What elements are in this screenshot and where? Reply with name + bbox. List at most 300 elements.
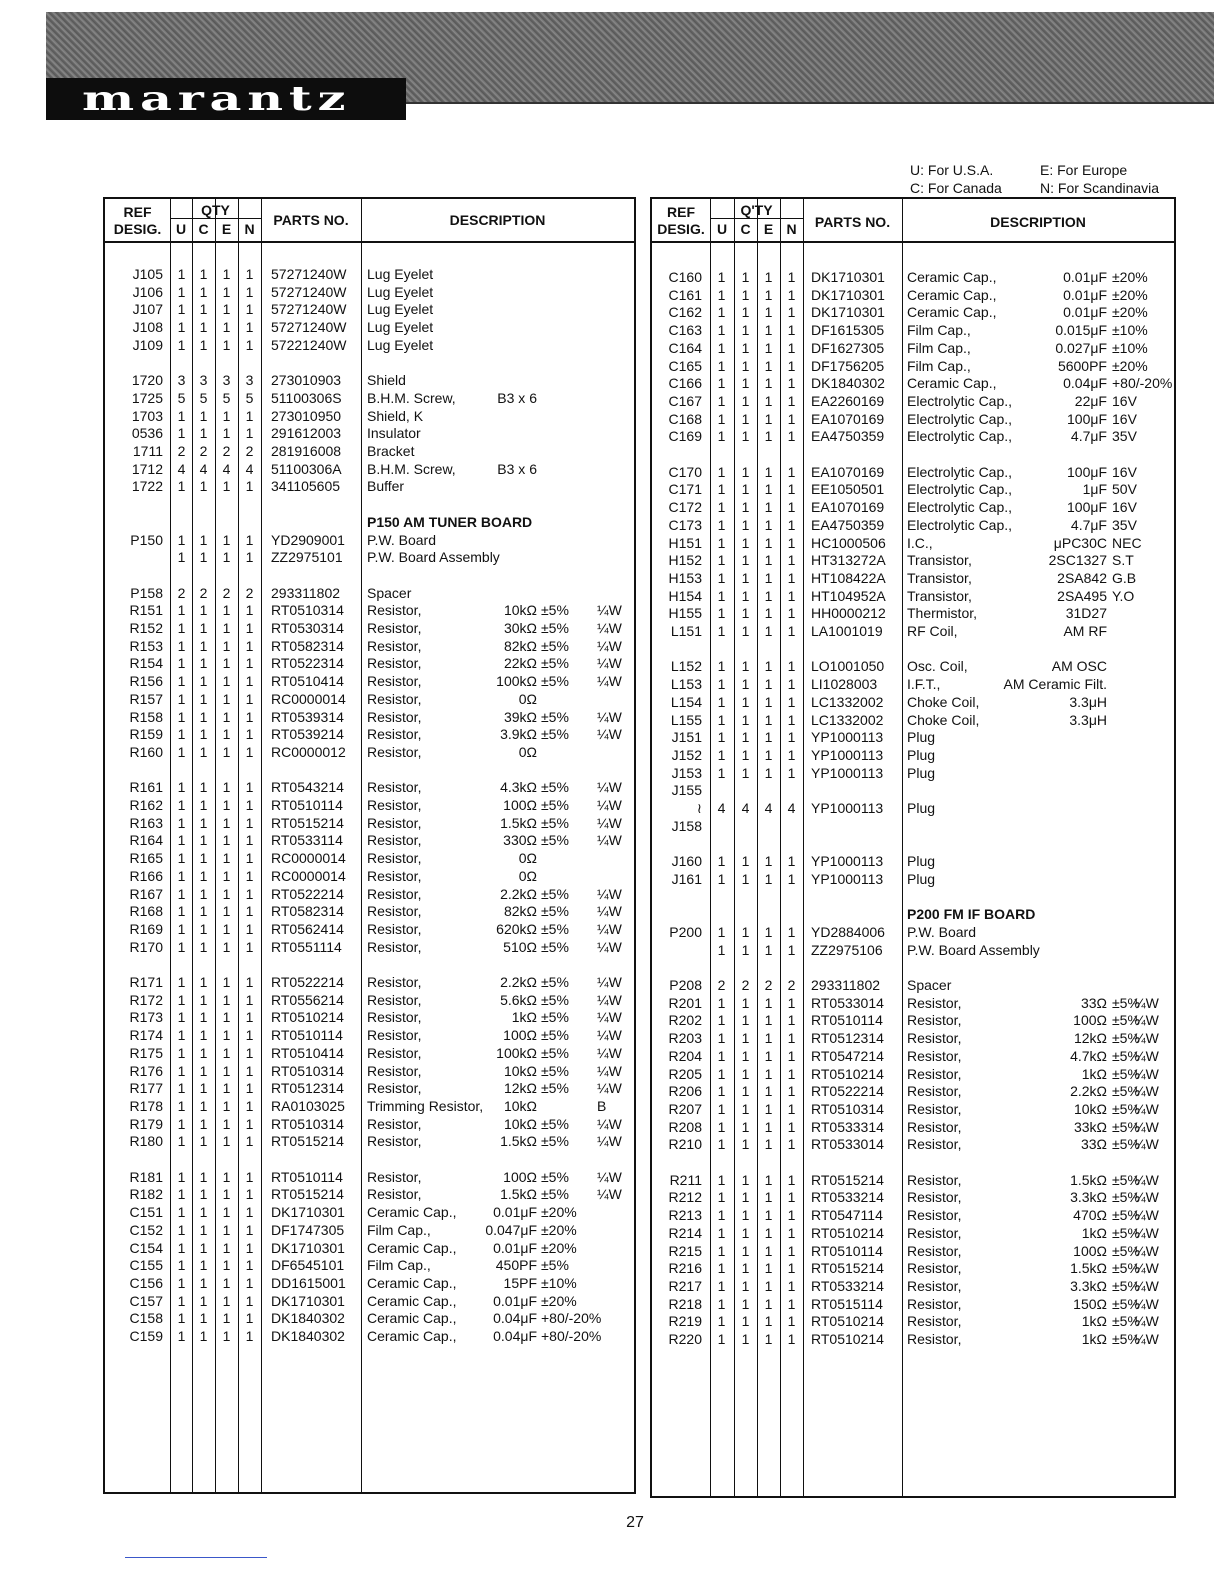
tolerance-cell: ±10%	[1112, 322, 1148, 339]
part-number-cell: EA4750359	[811, 516, 885, 533]
qty-e-cell: 1	[764, 1030, 773, 1047]
rating-cell: ¼W	[1134, 1171, 1159, 1188]
qty-n-cell: 1	[245, 266, 254, 282]
qty-e-cell: 1	[222, 690, 231, 707]
qty-e-cell: 1	[764, 1277, 773, 1294]
tolerance-cell: ±5%	[541, 1186, 569, 1203]
qty-u-cell: 3	[177, 372, 186, 389]
part-number-cell: 341105605	[271, 478, 341, 495]
description-cell: Plug	[907, 800, 936, 816]
qty-u-cell: 1	[177, 1310, 186, 1327]
desig-header: DESIG.	[113, 221, 162, 237]
description-cell: Ceramic Cap.,	[367, 1310, 457, 1327]
ref-cell: R213	[668, 1207, 702, 1224]
value-cell: 12kΩ	[503, 1080, 537, 1097]
ref-cell: R173	[129, 1009, 163, 1026]
ref-cell: R157	[129, 690, 163, 707]
ref-cell: C163	[668, 322, 702, 339]
qty-e-cell: 1	[764, 729, 773, 746]
description-cell: Resistor,	[907, 1189, 962, 1206]
qty-u-cell: 4	[717, 800, 726, 816]
qty-u-cell: 1	[177, 602, 186, 619]
value-cell: 100Ω	[503, 1168, 537, 1185]
parts-table-left	[103, 197, 636, 1494]
part-number-cell: RT0522214	[811, 1083, 884, 1100]
qty-c-header: C	[198, 221, 209, 237]
qty-u-cell: 1	[177, 779, 186, 796]
tolerance-cell: ±5%	[541, 1115, 569, 1132]
description-cell: P.W. Board Assembly	[907, 941, 1040, 958]
tolerance-cell: ±5%	[1112, 1136, 1140, 1153]
tolerance-cell: 16V	[1112, 499, 1137, 516]
part-number-cell: YP1000113	[811, 729, 884, 746]
value-cell: 470Ω	[1073, 1207, 1107, 1224]
qty-n-cell: 1	[787, 1136, 796, 1153]
qty-c-cell: 4	[199, 460, 208, 477]
qty-e-cell: 1	[764, 1189, 773, 1206]
description-cell: Resistor,	[907, 1331, 962, 1347]
qty-c-cell: 1	[199, 1115, 208, 1132]
rating-cell: ¼W	[1134, 1065, 1159, 1082]
qty-u-cell: 1	[717, 1277, 726, 1294]
section-heading: P200 FM IF BOARD	[907, 906, 1036, 923]
description-cell: Resistor,	[367, 1080, 422, 1097]
qty-e-cell: 1	[764, 1295, 773, 1312]
qty-c-cell: 1	[741, 1242, 750, 1259]
qty-e-cell: 1	[764, 286, 773, 303]
value-cell: 0.01μF	[1063, 269, 1107, 285]
qty-e-cell: 1	[222, 974, 231, 990]
qty-c-cell: 1	[199, 1292, 208, 1309]
part-number-cell: EA1070169	[811, 499, 885, 516]
part-number-cell: RT0533214	[811, 1189, 884, 1206]
qty-e-cell: 1	[764, 623, 773, 639]
value-cell: 33kΩ	[1073, 1118, 1107, 1135]
qty-u-cell: 1	[177, 266, 186, 282]
part-number-cell: RT0562414	[271, 920, 344, 937]
qty-u-cell: 1	[717, 605, 726, 622]
value-cell: B3 x 6	[497, 389, 537, 406]
description-cell: Plug	[907, 764, 936, 781]
qty-e-cell: 1	[764, 410, 773, 427]
rating-cell: ¼W	[597, 673, 622, 690]
qty-e-cell: 1	[764, 463, 773, 480]
qty-u-cell: 1	[177, 690, 186, 707]
part-number-cell: RT0515214	[271, 1186, 344, 1203]
qty-n-cell: 1	[245, 1009, 254, 1026]
qty-e-cell: 1	[222, 1221, 231, 1238]
qty-c-cell: 1	[199, 1133, 208, 1150]
description-cell: Lug Eyelet	[367, 319, 434, 336]
value-cell: 0Ω	[518, 743, 537, 760]
legend-scandinavia: N: For Scandinavia	[1040, 180, 1160, 196]
tolerance-cell: NEC	[1112, 534, 1142, 551]
part-number-cell: ZZ2975101	[271, 549, 343, 566]
tolerance-cell: ±5%	[1112, 1260, 1140, 1277]
description-cell: Resistor,	[367, 1115, 422, 1132]
qty-n-cell: 1	[787, 1295, 796, 1312]
ref-cell: P158	[130, 584, 163, 601]
qty-n-cell: 1	[245, 319, 254, 336]
qty-n-cell: 1	[787, 1012, 796, 1029]
tolerance-cell: ±5%	[541, 779, 569, 796]
description-cell: Insulator	[367, 425, 421, 442]
ref-cell: R214	[668, 1224, 702, 1241]
ref-cell: R180	[129, 1133, 163, 1150]
qty-c-cell: 1	[741, 269, 750, 285]
qty-c-cell: 1	[741, 534, 750, 551]
qty-e-cell: 5	[222, 389, 231, 406]
rating-cell: ¼W	[597, 602, 622, 619]
qty-e-cell: 1	[222, 531, 231, 548]
qty-u-cell: 1	[177, 637, 186, 654]
tolerance-cell: ±10%	[541, 1274, 577, 1291]
qty-e-cell: 1	[222, 1310, 231, 1327]
qty-e-cell: 1	[222, 726, 231, 743]
qty-c-cell: 1	[199, 708, 208, 725]
ref-cell: R219	[668, 1313, 702, 1330]
tolerance-cell: ±5%	[541, 832, 569, 849]
part-number-cell: RT0547214	[811, 1047, 884, 1064]
description-cell: Film Cap.,	[907, 322, 971, 339]
qty-c-cell: 1	[199, 779, 208, 796]
qty-u-cell: 1	[717, 693, 726, 710]
qty-u-header: U	[175, 221, 187, 237]
tolerance-cell: ±20%	[1112, 357, 1148, 374]
tolerance-cell: ±5%	[541, 726, 569, 743]
qty-n-cell: 1	[787, 623, 796, 639]
qty-n-cell: 1	[787, 569, 796, 586]
tolerance-cell: ±5%	[541, 673, 569, 690]
value-cell: 2SA842	[1057, 569, 1107, 586]
qty-e-cell: 1	[222, 283, 231, 300]
qty-e-cell: 1	[222, 407, 231, 424]
qty-u-cell: 1	[177, 1239, 186, 1256]
qty-e-cell: 1	[222, 1133, 231, 1150]
description-cell: Resistor,	[367, 1009, 422, 1026]
value-cell: 5.6kΩ	[500, 991, 537, 1008]
qty-n-cell: 4	[245, 460, 254, 477]
qty-u-cell: 1	[177, 673, 186, 690]
part-number-cell: LA1001019	[811, 623, 883, 639]
parts-table-right	[650, 197, 1176, 1498]
description-cell: Bracket	[367, 443, 415, 459]
bottom-rule	[125, 1557, 267, 1558]
qty-c-cell: 1	[199, 1044, 208, 1061]
qty-e-cell: 1	[222, 602, 231, 619]
qty-c-cell: 1	[741, 1100, 750, 1117]
qty-n-cell: 1	[787, 870, 796, 887]
description-cell: Ceramic Cap.,	[367, 1328, 457, 1344]
ref-cell: H155	[668, 605, 702, 622]
ref-cell: 1711	[132, 443, 163, 459]
ref-header: REF	[667, 204, 695, 220]
qty-u-cell: 1	[177, 1204, 186, 1221]
qty-c-cell: 1	[741, 410, 750, 427]
value-cell: 100Ω	[1073, 1242, 1107, 1259]
qty-u-cell: 1	[717, 357, 726, 374]
qty-u-cell: 1	[717, 587, 726, 604]
rating-cell: ¼W	[597, 938, 622, 955]
description-cell: Plug	[907, 729, 936, 746]
part-number-cell: RT0512314	[811, 1030, 884, 1047]
qty-e-cell: 1	[764, 1207, 773, 1224]
ref-cell: J161	[671, 870, 702, 887]
qty-n-cell: 1	[245, 708, 254, 725]
part-number-cell: 293311802	[271, 584, 341, 601]
qty-n-cell: 1	[245, 1044, 254, 1061]
part-number-cell: RA0103025	[271, 1097, 345, 1114]
qty-n-cell: 1	[787, 481, 796, 498]
description-cell: B.H.M. Screw,	[367, 460, 456, 477]
value-cell: 10kΩ	[503, 1115, 537, 1132]
qty-u-cell: 1	[177, 319, 186, 336]
qty-n-cell: 1	[245, 336, 254, 353]
value-cell: 1kΩ	[1081, 1224, 1107, 1241]
qty-n-cell: 1	[787, 392, 796, 409]
qty-e-cell: 1	[764, 569, 773, 586]
qty-c-cell: 1	[741, 729, 750, 746]
qty-e-cell: 1	[222, 797, 231, 813]
qty-u-cell: 2	[177, 584, 186, 601]
tolerance-cell: ±5%	[541, 885, 569, 902]
ref-cell: 1703	[131, 407, 163, 424]
qty-e-cell: 1	[222, 637, 231, 654]
rating-cell: ¼W	[1134, 1207, 1159, 1224]
ref-cell: R201	[668, 994, 702, 1011]
description-cell: Thermistor,	[907, 605, 978, 622]
qty-n-cell: 2	[245, 584, 254, 601]
qty-n-cell: 1	[245, 602, 254, 619]
qty-n-cell: 1	[245, 620, 254, 636]
qty-c-cell: 1	[741, 357, 750, 374]
tolerance-cell: 16V	[1112, 392, 1137, 409]
qty-n-cell: 1	[787, 711, 796, 728]
tolerance-cell: ±5%	[1112, 1083, 1140, 1100]
part-number-cell: ZZ2975106	[811, 941, 883, 958]
qty-c-cell: 1	[741, 428, 750, 445]
ref-cell: R215	[668, 1242, 702, 1259]
qty-e-cell: 1	[764, 605, 773, 622]
qty-e-cell: 1	[222, 779, 231, 796]
description-cell: Electrolytic Cap.,	[907, 392, 1013, 409]
qty-u-cell: 1	[177, 301, 186, 318]
qty-u-cell: 1	[717, 729, 726, 746]
qty-u-cell: 1	[177, 283, 186, 300]
description-cell: Resistor,	[367, 867, 422, 884]
qty-n-cell: 1	[787, 764, 796, 781]
value-cell: 0.01μF	[493, 1292, 537, 1309]
qty-c-cell: 1	[199, 1168, 208, 1185]
qty-c-cell: 1	[199, 602, 208, 619]
qty-n-cell: 1	[245, 1133, 254, 1150]
part-number-cell: LI1028003	[811, 676, 878, 693]
qty-c-cell: 1	[741, 375, 750, 392]
qty-e-cell: 1	[764, 428, 773, 445]
qty-u-cell: 1	[177, 1221, 186, 1238]
ref-cell: R167	[129, 885, 163, 902]
qty-e-cell: 1	[222, 1115, 231, 1132]
ref-cell: C158	[129, 1310, 163, 1327]
value-cell: AM RF	[1063, 623, 1107, 639]
ref-cell: R169	[129, 920, 163, 937]
ref-cell: J160	[671, 853, 702, 870]
value-cell: 100kΩ	[496, 1044, 537, 1061]
qty-u-cell: 1	[717, 853, 726, 870]
qty-c-cell: 1	[741, 1065, 750, 1082]
qty-c-cell: 1	[741, 1136, 750, 1153]
ref-cell: ≀	[696, 800, 702, 816]
ref-cell: C165	[668, 357, 702, 374]
qty-c-cell: 1	[741, 994, 750, 1011]
tolerance-cell: ±10%	[1112, 339, 1148, 356]
tolerance-cell: ±5%	[1112, 1030, 1140, 1047]
part-number-cell: RC0000014	[271, 867, 346, 884]
value-cell: 1.5kΩ	[500, 1133, 537, 1150]
part-number-cell: HC1000506	[811, 534, 886, 551]
qty-u-cell: 1	[717, 1242, 726, 1259]
tolerance-cell: ±5%	[541, 602, 569, 619]
part-number-cell: RT0556214	[271, 991, 344, 1008]
value-cell: 0.01μF	[493, 1204, 537, 1221]
part-number-cell: LC1332002	[811, 711, 884, 728]
qty-u-cell: 1	[177, 885, 186, 902]
qty-n-cell: 1	[245, 1062, 254, 1079]
value-cell: 2.2kΩ	[1070, 1083, 1107, 1100]
qty-u-cell: 2	[177, 443, 186, 459]
qty-u-cell: 1	[717, 658, 726, 675]
qty-e-cell: 1	[764, 1331, 773, 1347]
part-number-cell: LC1332002	[811, 693, 884, 710]
qty-e-cell: 1	[764, 1242, 773, 1259]
value-cell: 0.01μF	[1063, 304, 1107, 321]
rating-cell: ¼W	[597, 1168, 622, 1185]
qty-u-cell: 1	[177, 531, 186, 548]
qty-c-cell: 1	[741, 1189, 750, 1206]
part-number-cell: RT0510114	[811, 1012, 883, 1029]
rating-cell: ¼W	[597, 655, 622, 672]
part-number-cell: RC0000014	[271, 690, 346, 707]
description-cell: Film Cap.,	[907, 339, 971, 356]
qty-n-cell: 1	[245, 690, 254, 707]
qty-c-cell: 1	[741, 392, 750, 409]
part-number-cell: YD2909001	[271, 531, 345, 548]
description-cell: Plug	[907, 746, 936, 763]
rating-cell: ¼W	[1134, 1295, 1159, 1312]
qty-n-cell: 1	[245, 920, 254, 937]
qty-u-cell: 1	[177, 1292, 186, 1309]
qty-c-cell: 1	[199, 814, 208, 831]
part-number-cell: RT0510114	[811, 1242, 883, 1259]
qty-n-cell: 1	[787, 1047, 796, 1064]
qty-c-cell: 2	[199, 584, 208, 601]
part-number-cell: 57271240W	[271, 283, 347, 300]
part-number-cell: RT0522214	[271, 885, 344, 902]
qty-n-cell: 1	[787, 1277, 796, 1294]
description-cell: Resistor,	[367, 690, 422, 707]
ref-cell: R171	[129, 974, 163, 990]
qty-c-cell: 1	[199, 531, 208, 548]
description-cell: Resistor,	[907, 1136, 962, 1153]
qty-c-cell: 1	[199, 1009, 208, 1026]
ref-cell: H152	[668, 552, 702, 569]
qty-e-cell: 1	[222, 1027, 231, 1044]
value-cell: 1kΩ	[1081, 1313, 1107, 1330]
qty-n-cell: 1	[245, 850, 254, 867]
ref-cell: R174	[129, 1027, 163, 1044]
description-cell: Ceramic Cap.,	[907, 286, 997, 303]
qty-c-cell: 1	[741, 711, 750, 728]
qty-n-cell: 1	[245, 301, 254, 318]
tolerance-cell: ±20%	[541, 1239, 577, 1256]
qty-u-cell: 1	[717, 375, 726, 392]
description-cell: Resistor,	[907, 1083, 962, 1100]
qty-e-cell: 1	[764, 1065, 773, 1082]
rating-cell: ¼W	[597, 1115, 622, 1132]
part-number-cell: YP1000113	[811, 746, 884, 763]
value-cell: 450PF	[495, 1257, 537, 1274]
ref-cell: J158	[671, 817, 702, 834]
part-number-cell: HT104952A	[811, 587, 886, 604]
part-number-cell: 291612003	[271, 425, 342, 442]
qty-e-cell: 1	[764, 1047, 773, 1064]
qty-u-cell: 1	[177, 407, 186, 424]
description-header: DESCRIPTION	[449, 212, 546, 228]
value-cell: 1kΩ	[1081, 1331, 1107, 1347]
description-cell: Resistor,	[367, 1168, 422, 1185]
qty-c-cell: 1	[741, 746, 750, 763]
ref-cell: J107	[132, 301, 163, 318]
qty-n-cell: 1	[245, 991, 254, 1008]
qty-n-cell: 1	[245, 832, 254, 849]
part-number-cell: RT0582314	[271, 637, 344, 654]
qty-n-cell: 1	[787, 746, 796, 763]
qty-c-cell: 1	[199, 549, 208, 566]
qty-e-cell: 1	[764, 1012, 773, 1029]
tolerance-cell: ±5%	[1112, 1277, 1140, 1294]
tolerance-cell: ±5%	[541, 1257, 569, 1274]
qty-e-cell: 1	[222, 832, 231, 849]
qty-n-cell: 1	[245, 637, 254, 654]
description-cell: Electrolytic Cap.,	[907, 410, 1013, 427]
ref-cell: R161	[129, 779, 163, 796]
qty-u-cell: 1	[177, 903, 186, 920]
tolerance-cell: ±5%	[1112, 1331, 1140, 1347]
value-cell: 100Ω	[503, 1027, 537, 1044]
description-cell: Ceramic Cap.,	[367, 1239, 457, 1256]
qty-u-cell: 1	[177, 708, 186, 725]
tolerance-cell: ±5%	[1112, 1012, 1140, 1029]
value-cell: 10kΩ	[503, 1062, 537, 1079]
rating-cell: ¼W	[1134, 994, 1159, 1011]
qty-n-cell: 1	[787, 357, 796, 374]
part-number-cell: HH0000212	[811, 605, 886, 622]
qty-e-cell: 1	[222, 1204, 231, 1221]
qty-u-cell: 1	[717, 870, 726, 887]
qty-c-cell: 1	[199, 478, 208, 495]
qty-u-cell: 1	[717, 746, 726, 763]
qty-u-cell: 1	[177, 832, 186, 849]
qty-c-cell: 1	[199, 425, 208, 442]
value-cell: 1.5kΩ	[1070, 1260, 1107, 1277]
qty-c-cell: 1	[199, 1080, 208, 1097]
part-number-cell: RT0533314	[811, 1118, 884, 1135]
qty-n-cell: 1	[245, 478, 254, 495]
qty-c-cell: 1	[199, 1204, 208, 1221]
qty-u-cell: 1	[717, 711, 726, 728]
qty-e-cell: 1	[764, 658, 773, 675]
description-cell: Buffer	[367, 478, 405, 495]
